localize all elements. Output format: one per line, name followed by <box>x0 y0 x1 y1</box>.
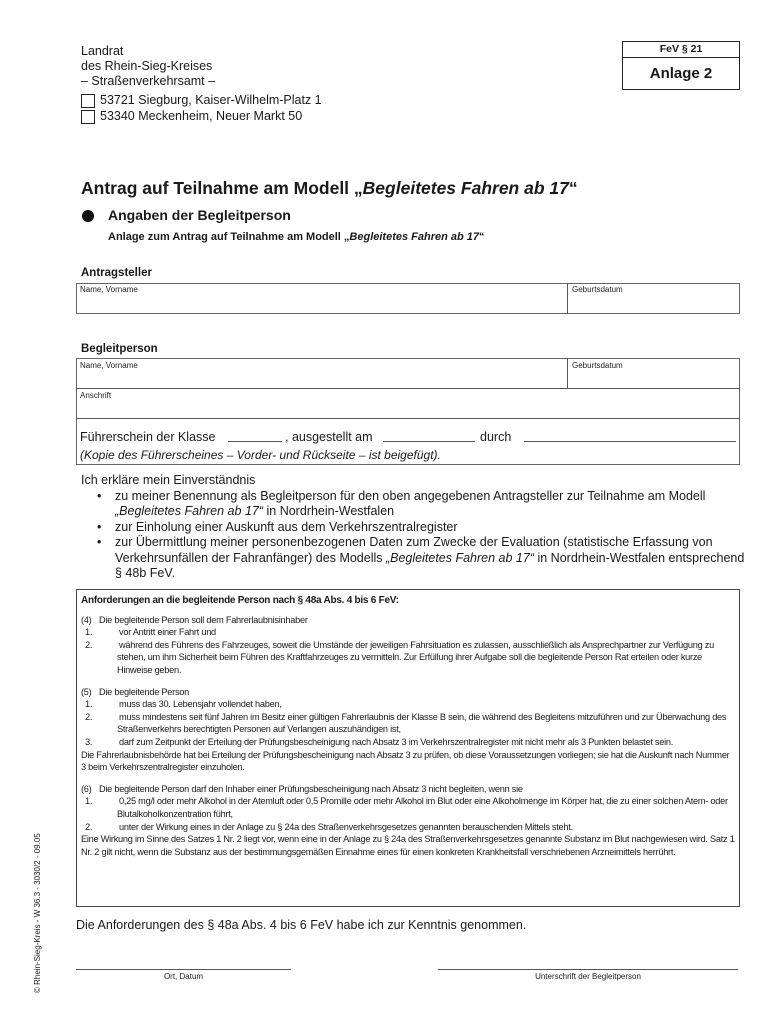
companion-address-label: Anschrift <box>80 391 112 400</box>
applicant-name-label: Name, Vorname <box>80 285 138 294</box>
companion-name-field[interactable] <box>78 371 564 386</box>
license-text-issued: , ausgestellt am <box>285 430 373 444</box>
bullet-icon: • <box>97 535 102 549</box>
applicant-heading: Antragsteller <box>81 267 152 279</box>
license-text-by: durch <box>480 430 512 444</box>
requirements-text <box>81 595 735 858</box>
license-date-field[interactable] <box>383 430 475 442</box>
consent-item-2: • zur Einholung einer Auskunft aus dem Verkehrszentralregister <box>97 519 458 534</box>
applicant-dob-label: Geburtsdatum <box>572 285 623 294</box>
consent-section <box>81 473 751 582</box>
companion-name-label: Name, Vorname <box>80 361 138 370</box>
acknowledgement-text: Die Anforderungen des § 48a Abs. 4 bis 6 FeV habe ich zur Kenntnis genommen. <box>76 918 527 932</box>
license-text-class: Führerschein der Klasse <box>80 430 216 444</box>
paragraph-4: (4) Die begleitende Person soll dem Fahrerlaubnisinhaber 1. vor Antritt einer Fahrt und 2. während des Führens des Fahrzeuges, soweit die Umstände der jeweiligen Fahrsituation es zulassen, ausschließlich als Ansprechpartner zur Verfügung zu stehen, um ihm Sicherheit beim Führen des Kraftfahrzeuges zu vermitteln. Zur Erfüllung ihrer Aufgabe soll die begleitende Person Rat erteilen oder kurze Hinweise geben. <box>81 614 714 675</box>
section-heading: Angaben der Begleitperson <box>108 207 291 223</box>
bullet-icon: • <box>97 519 102 534</box>
applicant-dob-field[interactable] <box>570 296 738 312</box>
requirements-title: Anforderungen an die begleitende Person nach § 48a Abs. 4 bis 6 FeV: <box>81 595 399 606</box>
companion-row-divider-2 <box>76 418 740 419</box>
consent-item-1: • zu meiner Benennung als Begleitperson für den oben angegebenen Antragsteller zur Teilnahme am Modell „Begleitetes Fahren ab 17“ in Nordrhein-Westfalen <box>97 488 706 518</box>
law-reference: FeV § 21 <box>623 42 739 58</box>
office-checkbox-siegburg[interactable] <box>81 94 95 108</box>
bullet-icon: • <box>97 488 102 503</box>
paragraph-5: (5) Die begleitende Person 1. muss das 30. Lebensjahr vollendet haben, 2. muss mindestens seit fünf Jahren im Besitz einer gültigen Fahrerlaubnis der Klasse B sein, die während des Begleitens mitzuführen und zur Überwachung des Straßenverkehrs berechtigten Personen auf Verlangen auszuhändigen ist, 3. darf zum Zeitpunkt der Erteilung der Prüfungsbescheinigung nach Absatz 3 im Verkehrszentralregister mit nicht mehr als 3 Punkten belastet sein. Die Fahrerlaubnisbehörde hat bei Erteilung der Prüfungsbescheinigung nach Absatz 3 zu prüfen, ob diese Voraussetzungen vorliegen; sie hat die Auskunft nach Nummer 3 beim Verkehrszentralregister einzuholen. <box>81 686 730 773</box>
copyright-side-note: © Rhein-Sieg-Kreis - W 36.3 - 3030/2 - 09.05 <box>33 833 42 993</box>
page-title: Antrag auf Teilnahme am Modell „Begleitetes Fahren ab 17“ <box>81 178 578 198</box>
authority-line-2: des Rhein-Sieg-Kreises <box>81 59 213 73</box>
license-copy-note: (Kopie des Führerscheines – Vorder- und Rückseite – ist beigefügt). <box>80 448 441 462</box>
license-class-field[interactable] <box>228 430 282 442</box>
license-authority-field[interactable] <box>524 430 736 442</box>
section-subheading: Anlage zum Antrag auf Teilnahme am Modell „Begleitetes Fahren ab 17“ <box>108 231 485 243</box>
companion-heading: Begleitperson <box>81 343 158 355</box>
signature-label: Unterschrift der Begleitperson <box>535 972 641 981</box>
office-option-siegburg[interactable] <box>81 93 322 108</box>
consent-intro: Ich erkläre mein Einverständnis <box>81 473 256 487</box>
paragraph-6: (6) Die begleitende Person darf den Inhaber einer Prüfungsbescheinigung nach Absatz 3 nicht begleiten, wenn sie 1. 0,25 mg/l oder mehr Alkohol in der Atemluft oder 0,5 Promille oder mehr Alkohol im Blut oder eine Alkoholmenge im Körper hat, die zu einer solchen Atem- oder Blutalkoholkonzentration führt, 2. unter der Wirkung eines in der Anlage zu § 24a des Straßenverkehrsgesetzes genannten berauschenden Mittels steht. Eine Wirkung im Sinne des Satzes 1 Nr. 2 liegt vor, wenn eine in der Anlage zu § 24a des Straßenverkehrsgesetzes genannte Substanz im Blut nachgewiesen wird. Satz 1 Nr. 2 gilt nicht, wenn die Substanz aus der bestimmungsgemäßen Einnahme eines für einen konkreten Krankheitsfall verschriebenen Arzneimittels herrührt. <box>81 783 735 857</box>
place-date-label: Ort, Datum <box>163 972 204 981</box>
signature-line[interactable] <box>438 969 738 970</box>
consent-item-3: • zur Übermittlung meiner personenbezogenen Daten zum Zwecke der Evaluation (statistische Erfassung von Verkehrsunfällen der Fahranfänger) des Modells „Begleitetes Fahren ab 17“ in Nordrhein-Westfalen entsprechend § 48b FeV. <box>97 535 745 580</box>
office-checkbox-meckenheim[interactable] <box>81 110 95 124</box>
office-label-siegburg: 53721 Siegburg, Kaiser-Wilhelm-Platz 1 <box>100 93 322 107</box>
companion-address-field[interactable] <box>78 401 738 416</box>
companion-divider <box>567 358 568 388</box>
reference-box <box>622 41 740 90</box>
authority-line-1: Landrat <box>81 44 124 58</box>
companion-dob-label: Geburtsdatum <box>572 361 623 370</box>
applicant-name-field[interactable] <box>78 296 564 312</box>
companion-row-divider-1 <box>76 388 740 389</box>
section-bullet-icon <box>82 210 94 222</box>
annex-label: Anlage 2 <box>649 65 713 82</box>
applicant-divider <box>567 283 568 314</box>
authority-line-3: – Straßenverkehrsamt – <box>81 74 216 88</box>
companion-dob-field[interactable] <box>570 371 738 386</box>
place-date-line[interactable] <box>76 969 291 970</box>
office-label-meckenheim: 53340 Meckenheim, Neuer Markt 50 <box>100 109 303 123</box>
office-option-meckenheim[interactable] <box>81 109 302 124</box>
consent-list <box>81 489 751 582</box>
